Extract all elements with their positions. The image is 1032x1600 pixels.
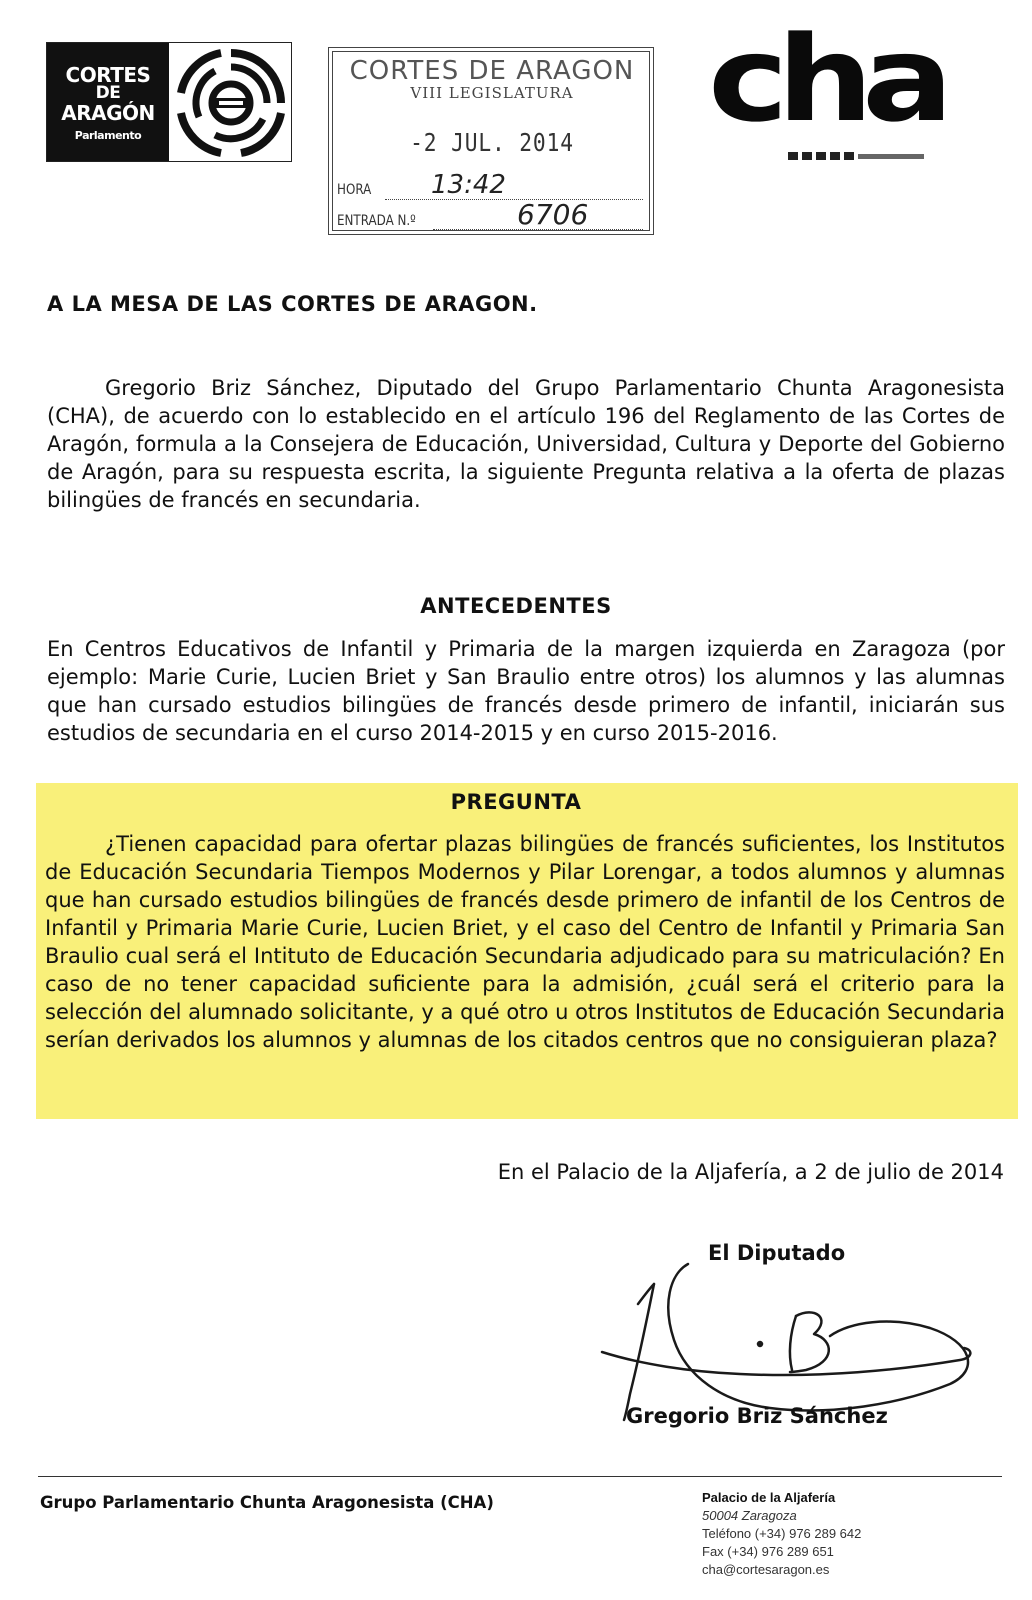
footer-email: cha@cortesaragon.es [702, 1562, 830, 1577]
handwritten-signature [600, 1244, 995, 1429]
cortes-logo-line3: ARAGÓN [61, 101, 155, 125]
cortes-logo-block [47, 43, 169, 161]
stamp-date: -2 JUL. 2014 [410, 128, 574, 157]
footer-group-name: Grupo Parlamentario Chunta Aragonesista (CHA) [40, 1493, 494, 1513]
cortes-logo-line1: CORTES [65, 63, 151, 87]
stamp-entrada-label: ENTRADA N.º [337, 213, 416, 229]
footer-divider [38, 1476, 1002, 1477]
stamp-subtitle: VIII LEGISLATURA [410, 84, 574, 102]
antecedentes-paragraph: En Centros Educativos de Infantil y Primaria de la margen izquierda en Zaragoza (por ejemplo: Marie Curie, Lucien Briet y San Braulio entre otros) los alumnos y las alumnas que han cursado estudios bilingües de francés desde primero de infantil, iniciarán sus estudios de secundaria en el curso 2014-2015 y en curso 2015-2016. [47, 637, 1005, 745]
pregunta-paragraph: ¿Tienen capacidad para ofertar plazas bilingües de francés suficientes, los Institutos de Educación Secundaria Tiempos Modernos y Pilar Lorengar, a todos alumnos y alumnas que han cursado estudios bilingües de francés desde primero de infantil de los Centros de Infantil y Primaria Marie Curie, Lucien Briet, y el caso del Centro de Infantil y Primaria San Braulio cual será el Intituto de Educación Secundaria adjudicado para su matriculación? En caso de no tener capacidad suficiente para la admisión, ¿cuál será el criterio para la selección del alumnado solicitante, y a qué otro u otros Institutos de Educación Secundaria serían derivados los alumnos y alumnas de los citados centros que no consiguieran plaza? [45, 832, 1005, 1052]
closing-line: En el Palacio de la Aljafería, a 2 de julio de 2014 [497, 1160, 1004, 1184]
cortes-de-aragon-logo [46, 42, 292, 162]
cortes-logo-line2: DE [95, 83, 121, 103]
stamp-title: CORTES DE ARAGON [349, 56, 635, 86]
footer-address-postal: 50004 Zaragoza [702, 1508, 797, 1523]
stamp-entrada-value: 6706 [517, 198, 589, 231]
cortes-emblem-icon [175, 47, 287, 159]
stamp-hora-line [385, 199, 643, 200]
registry-stamp-frame [332, 51, 650, 231]
footer-address-place: Palacio de la Aljafería [702, 1490, 836, 1505]
signer-title: El Diputado [708, 1241, 846, 1265]
cortes-logo-line4: Parlamento [74, 129, 142, 142]
stamp-hora-value: 13:42 [431, 170, 506, 200]
recipient-heading: A LA MESA DE LAS CORTES DE ARAGON. [47, 292, 538, 316]
cha-logo: cha [708, 10, 943, 148]
signer-name: Gregorio Briz Sánchez [626, 1404, 888, 1428]
cha-logo-bar [788, 152, 924, 160]
stamp-hora-label: HORA [337, 182, 372, 198]
intro-paragraph: Gregorio Briz Sánchez, Diputado del Grupo Parlamentario Chunta Aragonesista (CHA), de acuerdo con lo establecido en el artículo 196 del Reglamento de las Cortes de Aragón, formula a la Consejera de Educación, Universidad, Cultura y Deporte del Gobierno de Aragón, para su respuesta escrita, la siguiente Pregunta relativa a la oferta de plazas bilingües de francés en secundaria. [47, 376, 1005, 512]
footer-fax: Fax (+34) 976 289 651 [702, 1544, 834, 1559]
pregunta-heading: PREGUNTA [450, 790, 582, 814]
antecedentes-heading: ANTECEDENTES [420, 594, 612, 618]
registry-stamp [328, 47, 654, 235]
footer-phone: Teléfono (+34) 976 289 642 [702, 1526, 862, 1541]
